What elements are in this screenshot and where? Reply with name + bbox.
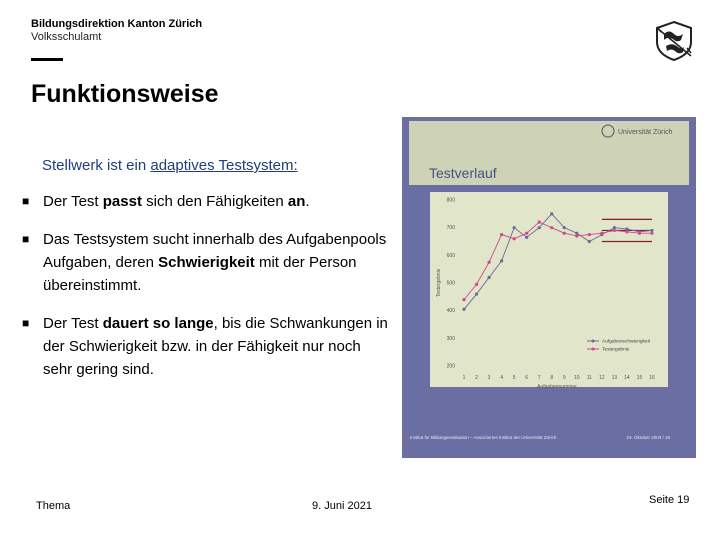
data-point: [538, 226, 541, 229]
data-point: [550, 226, 553, 229]
bullet-text: sich den Fähigkeiten: [141, 193, 288, 210]
bullet-text: .: [305, 193, 310, 210]
x-tick-label: 14: [624, 375, 630, 381]
y-tick-label: 200: [446, 363, 455, 370]
testverlauf-figure: [402, 117, 696, 458]
zurich-lion-crest-icon: [653, 20, 695, 62]
x-tick-label: 10: [574, 375, 580, 381]
legend-label: Testergebnis: [602, 347, 630, 353]
bullet-text: Das Testsystem sucht innerhalb des Aufgabenpools Aufgaben, deren: [43, 231, 387, 271]
department-name: Volksschulamt: [31, 31, 102, 43]
data-point: [500, 233, 503, 236]
x-tick-label: 4: [500, 375, 503, 381]
data-point: [513, 226, 516, 229]
header-rule: [31, 58, 63, 61]
bullet-text: , bis die Schwankungen in der Schwierigkeit bzw. in der Fähigkeit nur noch sehr gering sind.: [43, 315, 388, 378]
data-point: [462, 298, 465, 301]
x-tick-label: 9: [562, 375, 566, 381]
legend-marker: [592, 340, 595, 343]
y-tick-label: 500: [446, 280, 455, 287]
x-tick-label: 16: [649, 375, 655, 381]
subtitle-text: Stellwerk ist ein: [42, 157, 151, 174]
data-point: [625, 227, 628, 230]
university-label: Universität Zürich: [618, 129, 673, 136]
x-tick-label: 11: [586, 375, 592, 381]
y-tick-label: 700: [446, 225, 455, 232]
data-point: [525, 236, 528, 239]
data-point: [487, 261, 490, 264]
x-axis-label: Aufgabennummer: [537, 384, 577, 390]
data-point: [613, 229, 616, 232]
y-tick-label: 600: [446, 252, 455, 259]
y-axis-label: Testergebnis: [436, 268, 442, 298]
data-point: [538, 221, 541, 224]
x-tick-label: 15: [636, 375, 643, 381]
subtitle-emphasis: adaptives Testsystem:: [150, 157, 298, 174]
bullet-bold: an: [287, 193, 306, 210]
data-point: [575, 232, 578, 235]
bullet-bold: passt: [102, 193, 142, 210]
page-number: Seite 19: [649, 494, 690, 506]
bullet-item: [22, 312, 392, 381]
footer-topic: Thema: [36, 500, 71, 512]
data-point: [475, 283, 478, 286]
data-point: [625, 230, 628, 233]
bullet-item: [22, 190, 392, 213]
bullet-bold: dauert so lange: [102, 315, 214, 332]
data-point: [525, 232, 528, 235]
data-point: [575, 234, 578, 237]
slide-subtitle: [42, 157, 298, 174]
figure-heading: Testverlauf: [429, 165, 497, 181]
data-point: [588, 240, 591, 243]
y-tick-label: 400: [446, 308, 455, 315]
x-tick-label: 6: [525, 375, 529, 381]
bullet-bold: Schwierigkeit: [158, 254, 255, 271]
data-point: [513, 237, 516, 240]
x-tick-label: 12: [599, 375, 605, 381]
data-point: [475, 292, 478, 295]
data-point: [588, 233, 591, 236]
figure-footer-right: 23. Oktober 2003 / 15: [626, 435, 670, 440]
data-point: [638, 232, 641, 235]
data-point: [487, 276, 490, 279]
figure-footer-left: Institut für Bildungsevaluation – Assoziiertes Institut der Universität Zürich: [410, 435, 557, 440]
y-tick-label: 800: [446, 197, 455, 204]
x-tick-label: 8: [550, 375, 554, 381]
data-point: [563, 232, 566, 235]
slide-title: Funktionsweise: [31, 80, 219, 108]
legend-label: Aufgabenschwierigkeit: [602, 339, 650, 345]
bullet-item: [22, 228, 392, 297]
plot-area: [430, 192, 668, 387]
footer-date: 9. Juni 2021: [312, 500, 372, 512]
x-tick-label: 5: [512, 375, 516, 381]
x-tick-label: 13: [611, 375, 618, 381]
data-point: [650, 232, 653, 235]
bullet-list: [22, 190, 392, 396]
square-bullet-icon: ■: [22, 232, 30, 246]
bullet-text: Der Test: [43, 193, 103, 210]
organization-name: Bildungsdirektion Kanton Zürich: [31, 18, 203, 30]
bullet-text: mit der Person übereinstimmt.: [43, 254, 357, 294]
x-tick-label: 2: [475, 375, 478, 381]
data-point: [650, 229, 653, 232]
x-tick-label: 3: [487, 375, 491, 381]
data-point: [550, 212, 553, 215]
data-point: [613, 226, 616, 229]
data-point: [563, 226, 566, 229]
data-point: [462, 308, 465, 311]
square-bullet-icon: ■: [22, 316, 30, 330]
bullet-text: Der Test: [43, 315, 103, 332]
y-tick-label: 300: [446, 335, 455, 342]
x-tick-label: 7: [537, 375, 541, 381]
data-point: [500, 259, 503, 262]
square-bullet-icon: ■: [22, 194, 30, 208]
legend-marker: [592, 348, 595, 351]
x-tick-label: 1: [462, 375, 466, 381]
data-point: [600, 232, 603, 235]
